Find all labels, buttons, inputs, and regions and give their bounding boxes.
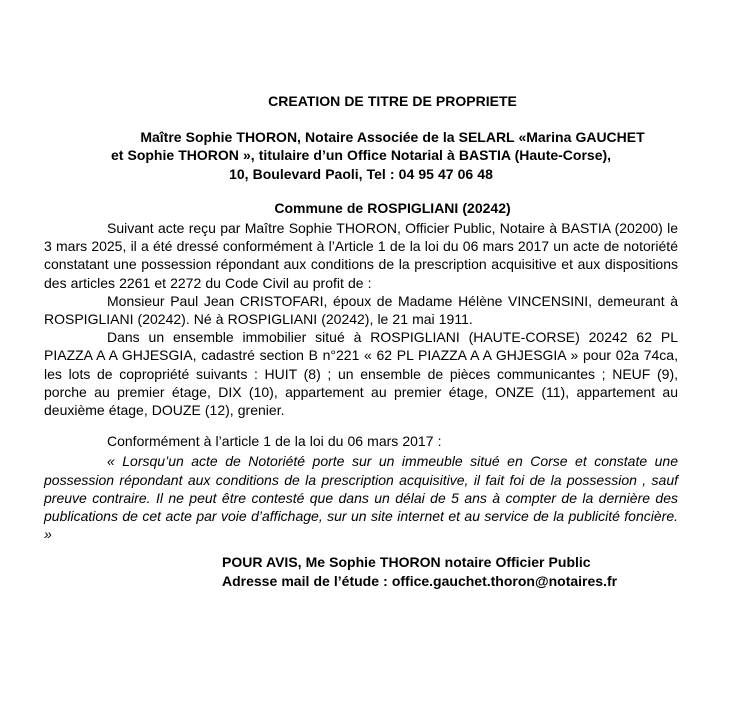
notary-office-line-2: et Sophie THORON », titulaire d’un Office Notarial à BASTIA (Haute-Corse),: [110, 147, 612, 164]
paragraph-acte-recu: Suivant acte reçu par Maître Sophie THORON, Officier Public, Notaire à BASTIA (20200) le 3 mars 2025, il a été dressé conformément à l’Article 1 de la loi du 06 mars 2017 un acte de notoriété constatant une possession répondant aux conditions de la prescription acquisitive et aux dispositions des articles 2261 et 2272 du Code Civil au profit de :: [44, 220, 678, 291]
notary-office-block: [44, 128, 678, 183]
commune-heading: Commune de ROSPIGLIANI (20242): [274, 199, 511, 216]
etude-email-line: Adresse mail de l’étude : office.gauchet.thoron@notaires.fr: [222, 572, 618, 589]
notary-office-line-3: 10, Boulevard Paoli, Tel : 04 95 47 06 48: [229, 165, 493, 182]
paragraph-ensemble-immobilier: Dans un ensemble immobilier situé à ROSPIGLIANI (HAUTE-CORSE) 20242 62 PL PIAZZA A A GHJESGIA, cadastré section B n°221 « 62 PL PIAZZA A A GHJESGIA » pour 02a 74ca, les lots de copropriété suivants : HUIT (8) ; un ensemble de pièces communicantes ; NEUF (9), porche au premier étage, DIX (10), appartement au premier étage, ONZE (11), appartement au deuxième étage, DOUZE (12), grenier.: [44, 329, 678, 419]
pour-avis-block: [222, 553, 678, 589]
document-title: CREATION DE TITRE DE PROPRIETE: [268, 93, 517, 109]
notary-office-line-1: Maître Sophie THORON, Notaire Associée de la SELARL «Marina GAUCHET: [140, 129, 645, 146]
pour-avis-line: POUR AVIS, Me Sophie THORON notaire Officier Public: [222, 554, 591, 571]
paragraph-conformement: Conformément à l’article 1 de la loi du 06 mars 2017 :: [107, 433, 442, 450]
paragraph-citation-loi: « Lorsqu’un acte de Notoriété porte sur un immeuble situé en Corse et constate une possession répondant aux conditions de la prescription acquisitive, il fait foi de la possession , sauf preuve contraire. Il ne peut être contesté que dans un délai de 5 ans à compter de la dernière des publications de cet acte par voie d’affichage, sur un site internet et au service de la publicité foncière. »: [44, 453, 678, 543]
paragraph-beneficiaire: Monsieur Paul Jean CRISTOFARI, époux de Madame Hélène VINCENSINI, demeurant à ROSPIGLIANI (20242). Né à ROSPIGLIANI (20242), le 21 mai 1911.: [44, 292, 678, 328]
